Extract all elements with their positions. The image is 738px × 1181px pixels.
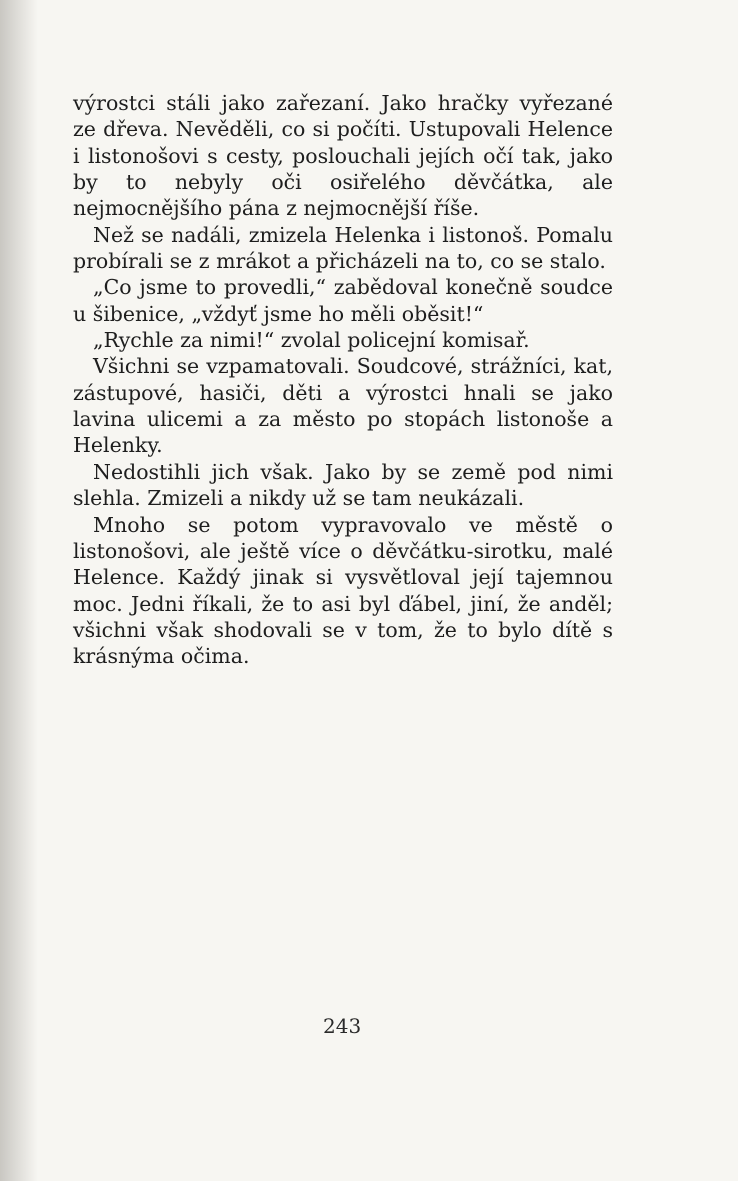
paragraph: Nedostihli jich však. Jako by se země pod nimi slehla. Zmizeli a nikdy už se tam neukázali. <box>73 459 613 511</box>
paragraph: „Rychle za nimi!“ zvolal policejní komisař. <box>93 328 530 353</box>
paragraph: Všichni se vzpamatovali. Soudcové, strážníci, kat, zástupové, hasiči, děti a výrostci hnali se jako lavina ulicemi a za město po stopách listonoše a Helenky. <box>73 354 613 458</box>
paragraph: Než se nadáli, zmizela Helenka i listonoš. Pomalu probírali se z mrákot a přicházeli na to, co se stalo. <box>73 222 613 274</box>
body-text <box>73 90 613 670</box>
paragraph: Mnoho se potom vypravovalo ve městě o listonošovi, ale ještě více o děvčátku-sirotku, malé Helence. Každý jinak si vysvětloval její tajemnou moc. Jedni říkali, že to asi byl ďábel, jiní, že anděl; všichni však shodovali se v tom, že to bylo dítě s krásnýma očima. <box>73 512 613 669</box>
paragraph-continuation: výrostci stáli jako zařezaní. Jako hračky vyřezané ze dřeva. Nevěděli, co si počíti. Ustupovali Helence i listonošovi s cesty, poslouchali jejích očí tak, jako by to nebyly oči osiřelého děvčátka, ale nejmocnějšího pána z nejmocnější říše. <box>73 91 613 221</box>
page-edge-shadow <box>0 0 38 1181</box>
paragraph: „Co jsme to provedli,“ zabědoval konečně soudce u šibenice, „vždyť jsme ho měli oběsit!“ <box>73 275 613 326</box>
page-number: 243 <box>323 1014 362 1038</box>
